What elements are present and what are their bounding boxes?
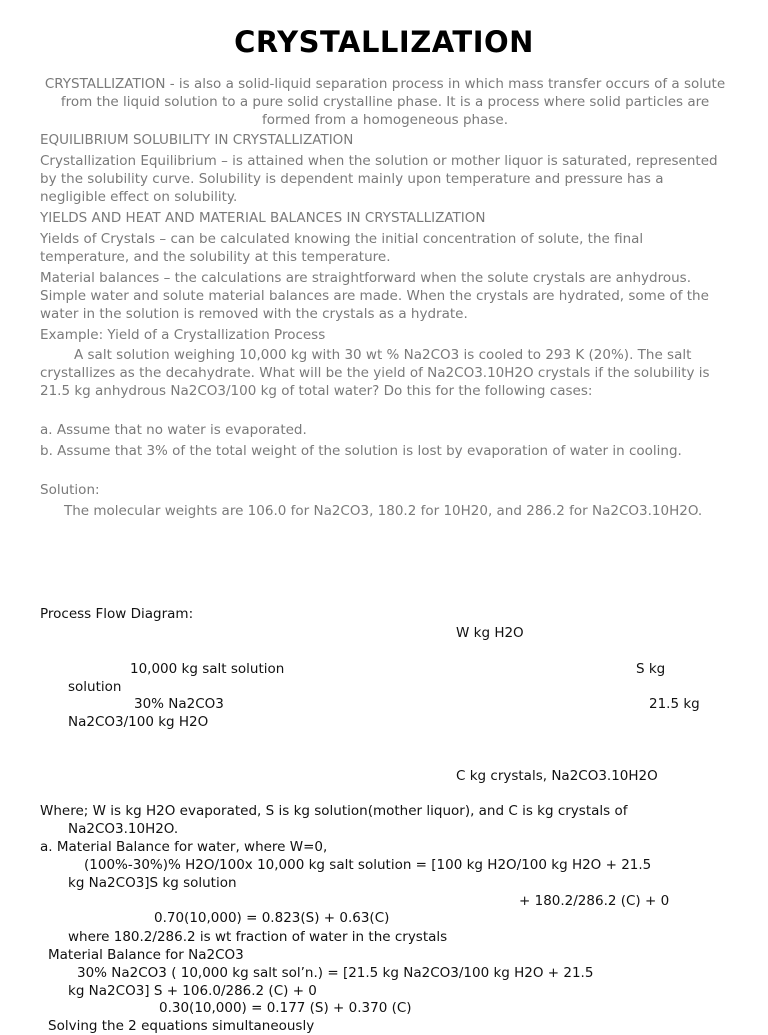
- paragraph-example: A salt solution weighing 10,000 kg with 30 wt % Na2CO3 is cooled to 293 K (20%). The salt crystallizes as the decahydrate. What will be the yield of Na2CO3.10H2O crystals if the solubility is 21.5 kg anhydrous Na2CO3/100 kg of total water? Do this for the following cases:: [40, 347, 710, 399]
- paragraph-material-balances: Material balances – the calculations are straightforward when the solute crystals are anhydrous. Simple water and solute material balances are made. When the crystals are hydrated, some of the water in the solution is removed with the crystals as a hydrate.: [40, 270, 709, 322]
- diagram-feed-label-3: Na2CO3/100 kg H2O: [68, 714, 209, 730]
- diagram-product-label: S kg: [636, 661, 666, 677]
- part-a-na2co3-heading: Material Balance for Na2CO3: [48, 947, 244, 963]
- diagram-label: Process Flow Diagram:: [40, 606, 194, 622]
- molecular-weights: The molecular weights are 106.0 for Na2CO3, 180.2 for 10H20, and 286.2 for Na2CO3.10H2O.: [64, 503, 703, 519]
- part-a-heading: a. Material Balance for water, where W=0,: [40, 839, 328, 855]
- diagram-product-solubility: 21.5 kg: [649, 696, 700, 712]
- paragraph-equilibrium: Crystallization Equilibrium – is attained when the solution or mother liquor is saturated, represented by the solubility curve. Solubility is dependent mainly upon temperature and pressure has a negligible effect on solubility.: [40, 153, 718, 205]
- heading-example: Example: Yield of a Crystallization Process: [40, 327, 326, 343]
- part-a-note: where 180.2/286.2 is wt fraction of water in the crystals: [68, 929, 448, 945]
- heading-equilibrium: EQUILIBRIUM SOLUBILITY IN CRYSTALLIZATION: [40, 132, 354, 148]
- heading-yields: YIELDS AND HEAT AND MATERIAL BALANCES IN CRYSTALLIZATION: [40, 210, 486, 226]
- diagram-feed-concentration: 30% Na2CO3: [134, 696, 224, 712]
- part-a-equation-2: 0.70(10,000) = 0.823(S) + 0.63(C): [154, 910, 390, 926]
- page-title: CRYSTALLIZATION: [234, 25, 534, 59]
- solution-label: Solution:: [40, 482, 100, 498]
- diagram-feed-label-2: solution: [68, 679, 122, 695]
- part-a-na2co3-equation-1: 30% Na2CO3 ( 10,000 kg salt sol’n.) = [21.5 kg Na2CO3/100 kg H2O + 21.5: [77, 965, 594, 981]
- part-a-equation-1: (100%-30%)% H2O/100x 10,000 kg salt solution = [100 kg H2O/100 kg H2O + 21.5: [84, 857, 652, 873]
- part-a-na2co3-equation-2: 0.30(10,000) = 0.177 (S) + 0.370 (C): [159, 1000, 412, 1016]
- case-b: b. Assume that 3% of the total weight of the solution is lost by evaporation of water in cooling.: [40, 443, 682, 459]
- paragraph-yields: Yields of Crystals – can be calculated knowing the initial concentration of solute, the final temperature, and the solubility at this temperature.: [40, 231, 644, 265]
- diagram-water-stream: W kg H2O: [456, 625, 524, 641]
- part-a-solving-note: Solving the 2 equations simultaneously: [48, 1018, 315, 1034]
- part-a-equation-1-cont: kg Na2CO3]S kg solution: [68, 875, 237, 891]
- where-definition: Where; W is kg H2O evaporated, S is kg solution(mother liquor), and C is kg crystals of Na2CO3.10H2O.: [40, 803, 628, 837]
- part-a-na2co3-equation-1-cont: kg Na2CO3] S + 106.0/286.2 (C) + 0: [68, 983, 317, 999]
- case-a: a. Assume that no water is evaporated.: [40, 422, 307, 438]
- intro-paragraph: CRYSTALLIZATION - is also a solid-liquid separation process in which mass transfer occurs of a solute from the liquid solution to a pure solid crystalline phase. It is a process where solid particles are formed from a homogeneous phase.: [44, 76, 726, 128]
- diagram-crystals-stream: C kg crystals, Na2CO3.10H2O: [456, 768, 658, 784]
- part-a-equation-1-cont-2: + 180.2/286.2 (C) + 0: [519, 893, 670, 909]
- diagram-feed-label: 10,000 kg salt solution: [130, 661, 285, 677]
